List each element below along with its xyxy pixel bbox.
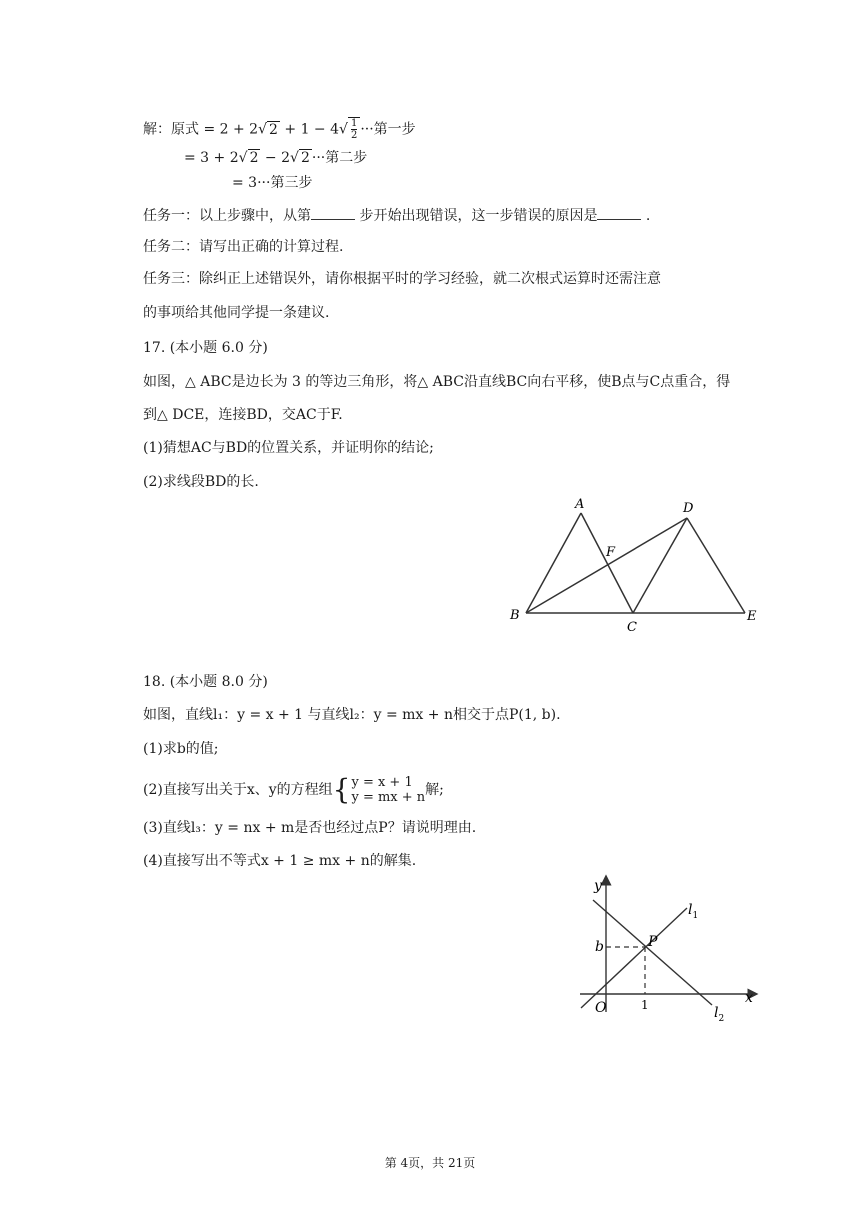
q17-line1: 如图，△ ABC是边长为 3 的等边三角形，将△ ABC沿直线BC向右平移，使B点与C点重合，得 xyxy=(143,374,731,390)
line-DE xyxy=(687,518,745,613)
q17-part2: (2)求线段BD的长. xyxy=(143,474,259,490)
step1-expr: = 2 + 2 xyxy=(203,121,259,138)
task-two: 任务二：请写出正确的计算过程. xyxy=(143,239,344,255)
page-footer: 第 4页，共 21页 xyxy=(384,1156,476,1170)
label-l2: $l_2$ xyxy=(714,1005,725,1024)
q17-part1: (1)猜想AC与BD的位置关系，并证明你的结论; xyxy=(143,440,434,456)
label-b: b xyxy=(595,939,604,955)
label-x: x xyxy=(745,990,753,1006)
solution-step3: = 3···第三步 xyxy=(232,175,313,191)
q18-part2 xyxy=(143,773,444,807)
label-E: E xyxy=(747,609,757,624)
label-F: F xyxy=(606,545,616,560)
line-BD xyxy=(526,518,687,613)
q17-triangle-figure xyxy=(500,488,780,638)
equation-system xyxy=(351,775,425,805)
answer-blank-1[interactable] xyxy=(311,205,355,220)
frac-num: 1 xyxy=(350,118,358,129)
q18-part1: (1)求b的值; xyxy=(143,741,219,757)
equation-2: y = mx + n xyxy=(351,790,426,805)
frac-den: 2 xyxy=(350,130,358,141)
q18-header: 18. (本小题 8.0 分) xyxy=(143,674,268,690)
label-O: O xyxy=(595,1000,607,1016)
line-BA xyxy=(526,513,581,613)
label-1: 1 xyxy=(641,998,649,1012)
label-A: A xyxy=(575,497,585,512)
step2-sqrt-b: 2 xyxy=(300,150,310,166)
q18-graph-figure xyxy=(575,872,765,1027)
task-three-line1: 任务三：除纠正上述错误外，请你根据平时的学习经验，就二次根式运算时还需注意 xyxy=(143,271,661,287)
system-brace: { xyxy=(332,773,351,806)
label-C: C xyxy=(627,620,637,635)
equation-1: y = x + 1 xyxy=(351,775,413,790)
step1-sqrt: 2 xyxy=(269,121,278,138)
task1-text-c: . xyxy=(641,208,651,224)
label-P: P xyxy=(648,934,658,950)
q18-part2-suffix: 解; xyxy=(425,782,444,798)
q18-part3: (3)直线l₃：y = nx + m是否也经过点P？请说明理由. xyxy=(143,820,477,836)
step1-label: 解：原式 xyxy=(143,121,199,138)
task1-text-a: 任务一：以上步骤中，从第 xyxy=(143,208,311,224)
label-D: D xyxy=(683,501,694,516)
q17-line2: 到△ DCE，连接BD，交AC于F. xyxy=(143,407,343,423)
step2-expr: = 3 + 2 xyxy=(184,150,239,166)
label-l1: $l_1$ xyxy=(688,902,699,921)
step1-frac-root xyxy=(348,117,360,141)
task-three-line2: 的事项给其他同学提一条建议. xyxy=(143,305,330,321)
q18-part2-text: (2)直接写出关于x、y的方程组 xyxy=(143,782,333,798)
solution-step1: 解：原式 = 2 + 2√ 2 + 1 − 4√ $\frac{1}{2}$ ···第一步 xyxy=(143,118,416,141)
task-one xyxy=(143,205,650,226)
step2-tag: ···第二步 xyxy=(311,150,368,166)
line-CD xyxy=(633,518,687,613)
q17-header: 17. (本小题 6.0 分) xyxy=(143,340,268,356)
solution-step2: = 3 + 2√ 2 − 2√ 2 ···第二步 xyxy=(184,150,368,166)
step2-mid: − 2 xyxy=(260,150,291,166)
answer-blank-2[interactable] xyxy=(597,205,641,220)
line-AC xyxy=(581,513,633,613)
step1-tag: ···第一步 xyxy=(360,121,416,138)
step2-sqrt-a: 2 xyxy=(249,150,259,166)
step1-mid: + 1 − 4 xyxy=(279,121,340,138)
q18-part4: (4)直接写出不等式x + 1 ≥ mx + n的解集. xyxy=(143,853,417,869)
label-y: y xyxy=(594,878,602,894)
line-l1 xyxy=(581,908,687,1008)
label-B: B xyxy=(510,608,520,623)
q18-line1: 如图，直线l₁：y = x + 1 与直线l₂：y = mx + n相交于点P(1, b). xyxy=(143,707,561,723)
task1-text-b: 步开始出现错误，这一步错误的原因是 xyxy=(355,208,598,224)
